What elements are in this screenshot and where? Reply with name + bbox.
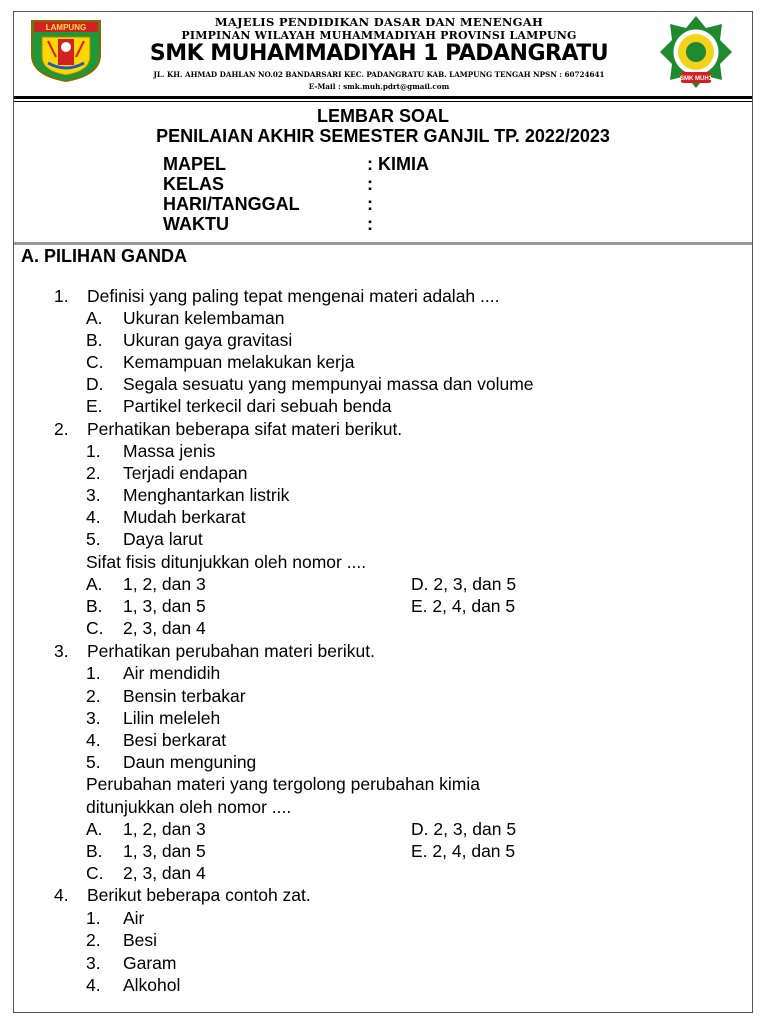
item-label: 4.: [86, 730, 101, 750]
meta-label: MAPEL: [163, 154, 226, 174]
option-text: 2, 4, dan 5: [432, 596, 516, 616]
option-text: 2, 3, dan 4: [123, 863, 206, 883]
question-text: Perhatikan perubahan materi berikut.: [87, 641, 375, 661]
item-label: 1.: [86, 663, 101, 683]
item-label: 3.: [86, 485, 101, 505]
answer-option: [86, 396, 392, 417]
answer-option: [86, 352, 355, 373]
sheet-title: LEMBAR SOAL: [317, 106, 449, 126]
item-text: Alkohol: [123, 975, 181, 995]
item-text: Daya larut: [123, 529, 203, 549]
item-label: 2.: [86, 686, 101, 706]
list-item: [86, 529, 203, 550]
question-number: 3.: [54, 641, 69, 661]
option-label: C.: [86, 352, 104, 372]
list-item: [86, 752, 256, 773]
item-text: Menghantarkan listrik: [123, 485, 290, 505]
option-label: B.: [86, 596, 103, 616]
option-label: A.: [86, 819, 103, 839]
school-name: SMK MUHAMMADIYAH 1 PADANGRATU: [149, 41, 609, 66]
school-email: E-Mail : smk.muh.pdrt@gmail.com: [308, 82, 450, 91]
item-label: 2.: [86, 463, 101, 483]
option-text: 2, 3, dan 4: [123, 618, 206, 638]
option-text: Partikel terkecil dari sebuah benda: [123, 396, 392, 416]
question-text: Berikut beberapa contoh zat.: [87, 885, 311, 905]
option-label: E.: [411, 841, 428, 861]
item-text: Besi berkarat: [123, 730, 227, 750]
question-number: 4.: [54, 885, 69, 905]
lampung-province-logo: [28, 17, 104, 83]
list-item: [86, 441, 215, 462]
option-text: 2, 4, dan 5: [432, 841, 516, 861]
meta-label: HARI/TANGGAL: [163, 194, 300, 214]
item-label: 1.: [86, 908, 101, 928]
exam-title: PENILAIAN AKHIR SEMESTER GANJIL TP. 2022/2023: [156, 126, 610, 146]
answer-option: [86, 374, 534, 395]
school-address: JL. KH. AHMAD DAHLAN NO.02 BANDARSARI KEC. PADANGRATU KAB. LAMPUNG TENGAH NPSN : 60724641: [153, 70, 605, 79]
item-text: Terjadi endapan: [123, 463, 248, 483]
meta-label: KELAS: [163, 174, 225, 194]
letterhead: [14, 12, 752, 96]
list-item: [86, 708, 220, 729]
svg-text:LAMPUNG: LAMPUNG: [45, 23, 87, 32]
option-label: A.: [86, 574, 103, 594]
list-item: [86, 485, 289, 506]
item-text: Lilin meleleh: [123, 708, 221, 728]
answer-option: [86, 308, 284, 329]
option-label: C.: [86, 618, 104, 638]
item-text: Air: [123, 908, 145, 928]
option-label: A.: [86, 308, 103, 328]
option-text: 2, 3, dan 5: [433, 574, 517, 594]
item-label: 2.: [86, 930, 101, 950]
option-text: 1, 2, dan 3: [123, 574, 206, 594]
question-1: [54, 286, 499, 307]
list-item: [86, 975, 180, 996]
answer-option: [86, 574, 206, 595]
answer-option: [86, 863, 206, 884]
list-item: [86, 663, 220, 684]
list-item: [86, 730, 226, 751]
answer-option: [86, 330, 292, 351]
header-rule-thick: [14, 96, 752, 99]
list-item: [86, 953, 176, 974]
item-label: 5.: [86, 752, 101, 772]
meta-row-date: [163, 194, 373, 215]
item-text: Garam: [123, 953, 177, 973]
option-text: Ukuran kelembaman: [123, 308, 285, 328]
meta-row-subject: [163, 154, 429, 175]
list-item: [86, 507, 246, 528]
item-text: Air mendidih: [123, 663, 221, 683]
item-text: Bensin terbakar: [123, 686, 246, 706]
answer-option: [86, 596, 206, 617]
option-text: Segala sesuatu yang mempunyai massa dan volume: [123, 374, 534, 394]
answer-option: [86, 841, 206, 862]
meta-value: :: [367, 174, 373, 194]
document-page: [13, 11, 753, 1013]
list-item: [86, 463, 248, 484]
item-text: Daun menguning: [123, 752, 257, 772]
question-prompt: Perubahan materi yang tergolong perubahan kimia: [86, 774, 481, 794]
option-text: Ukuran gaya gravitasi: [123, 330, 293, 350]
option-label: E.: [86, 396, 103, 416]
section-divider: [14, 242, 752, 245]
answer-option: [86, 819, 206, 840]
meta-label: WAKTU: [163, 214, 229, 234]
question-number: 1.: [54, 286, 69, 306]
question-4: [54, 885, 311, 906]
option-text: 1, 3, dan 5: [123, 841, 206, 861]
answer-option: [411, 819, 516, 840]
question-prompt: Sifat fisis ditunjukkan oleh nomor ....: [86, 552, 367, 572]
item-label: 1.: [86, 441, 101, 461]
question-3: [54, 641, 375, 662]
meta-row-class: [163, 174, 373, 195]
option-text: 2, 3, dan 5: [433, 819, 517, 839]
svg-text:SMK MUH1: SMK MUH1: [679, 76, 713, 82]
option-text: Kemampuan melakukan kerja: [123, 352, 355, 372]
section-heading: A. PILIHAN GANDA: [21, 246, 187, 266]
item-label: 3.: [86, 953, 101, 973]
question-number: 2.: [54, 419, 69, 439]
option-label: D.: [86, 374, 104, 394]
council-name: MAJELIS PENDIDIKAN DASAR DAN MENENGAH: [214, 15, 544, 29]
option-label: C.: [86, 863, 104, 883]
meta-value: : KIMIA: [367, 154, 429, 174]
item-text: Besi: [123, 930, 158, 950]
regional-leadership: PIMPINAN WILAYAH MUHAMMADIYAH PROVINSI LAMPUNG: [181, 29, 577, 42]
header-rule-thin: [14, 101, 752, 102]
option-label: B.: [86, 330, 103, 350]
meta-value: :: [367, 214, 373, 234]
list-item: [86, 686, 246, 707]
question-text: Definisi yang paling tepat mengenai materi adalah ....: [87, 286, 500, 306]
question-2: [54, 419, 402, 440]
school-logo: [647, 14, 745, 90]
question-prompt: ditunjukkan oleh nomor ....: [86, 797, 292, 817]
answer-option: [411, 596, 515, 617]
item-text: Mudah berkarat: [123, 507, 246, 527]
option-label: E.: [411, 596, 428, 616]
item-label: 3.: [86, 708, 101, 728]
list-item: [86, 908, 144, 929]
answer-option: [86, 618, 206, 639]
option-label: D.: [411, 819, 429, 839]
option-label: D.: [411, 574, 429, 594]
question-text: Perhatikan beberapa sifat materi berikut.: [87, 419, 403, 439]
meta-value: :: [367, 194, 373, 214]
list-item: [86, 930, 157, 951]
answer-option: [411, 841, 515, 862]
item-text: Massa jenis: [123, 441, 216, 461]
meta-row-time: [163, 214, 373, 235]
answer-option: [411, 574, 516, 595]
option-label: B.: [86, 841, 103, 861]
item-label: 4.: [86, 975, 101, 995]
option-text: 1, 3, dan 5: [123, 596, 206, 616]
option-text: 1, 2, dan 3: [123, 819, 206, 839]
item-label: 5.: [86, 529, 101, 549]
item-label: 4.: [86, 507, 101, 527]
